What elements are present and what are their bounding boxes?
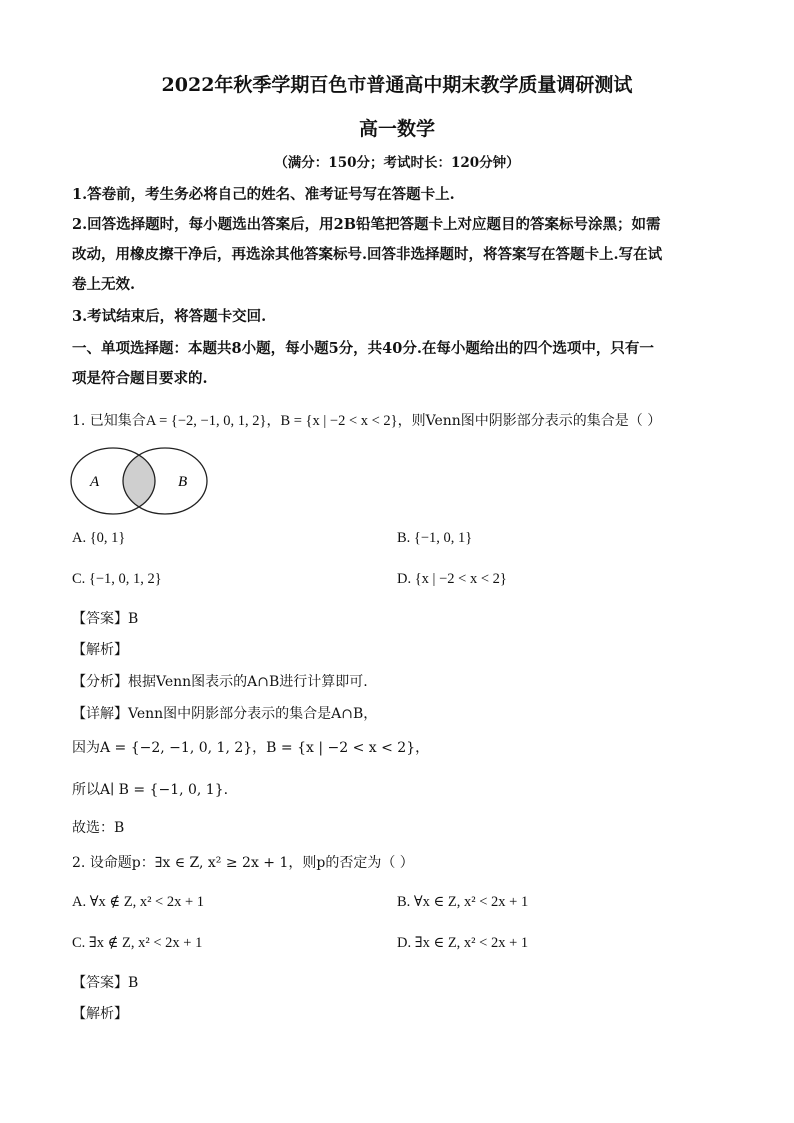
venn-label-a: A xyxy=(90,474,100,490)
q1-choose: 故选：B xyxy=(72,820,125,836)
q2-option-d: D. ∃x ∈ Z, x² < 2x + 1 xyxy=(397,935,529,951)
q1-suffix: ，则Venn图中阴影部分表示的集合是（ ） xyxy=(397,413,662,429)
instruction-2c: 卷上无效. xyxy=(72,276,136,293)
section-heading-line2: 项是符合题目要求的. xyxy=(72,370,208,387)
instruction-1: 1.答卷前，考生务必将自己的姓名、准考证号写在答题卡上. xyxy=(72,186,455,203)
q1-set-a: A = {−2, −1, 0, 1, 2} xyxy=(145,413,267,429)
instruction-3: 3.考试结束后，将答题卡交回. xyxy=(72,308,267,325)
q1-prefix: 1. 已知集合 xyxy=(72,413,146,429)
instruction-2a: 2.回答选择题时，每小题选出答案后，用2B铅笔把答题卡上对应题目的答案标号涂黑；如需 xyxy=(72,216,661,233)
q2-option-c: C. ∃x ∉ Z, x² < 2x + 1 xyxy=(72,935,203,951)
q1-set-b: B = {x | −2 < x < 2} xyxy=(280,413,398,429)
q2-option-a: A. ∀x ∉ Z, x² < 2x + 1 xyxy=(72,894,205,910)
venn-diagram xyxy=(68,445,213,517)
page-subtitle: 高一数学 xyxy=(358,118,435,140)
q1-option-c: C. {−1, 0, 1, 2} xyxy=(72,571,162,587)
q2-option-b: B. ∀x ∈ Z, x² < 2x + 1 xyxy=(397,894,529,910)
section-heading-line1: 一、单项选择题：本题共8小题，每小题5分，共40分.在每小题给出的四个选项中，只有一 xyxy=(72,340,654,357)
q2-stem: 2. 设命题p：∃x ∈ Z, x² ≥ 2x + 1，则p的否定为（ ） xyxy=(72,855,414,871)
q2-analysis-tag: 【解析】 xyxy=(72,1006,128,1022)
q1-fenxi: 【分析】根据Venn图表示的A∩B进行计算即可. xyxy=(72,674,368,690)
exam-meta: （满分：150分；考试时长：120分钟） xyxy=(274,155,520,171)
q1-stem xyxy=(72,410,661,430)
page-title: 2022年秋季学期百色市普通高中期末教学质量调研测试 xyxy=(161,74,633,96)
q1-answer: 【答案】B xyxy=(72,611,139,627)
q2-answer: 【答案】B xyxy=(72,975,139,991)
q1-because: 因为A = {−2, −1, 0, 1, 2}，B = {x | −2 < x < 2}， xyxy=(72,740,430,756)
venn-label-b: B xyxy=(178,474,188,490)
q1-comma: ， xyxy=(266,413,281,429)
q1-so: 所以A∣ B = {−1, 0, 1}. xyxy=(72,782,229,798)
q1-option-d: D. {x | −2 < x < 2} xyxy=(397,571,507,587)
q1-analysis-tag: 【解析】 xyxy=(72,642,128,658)
q1-option-a: A. {0, 1} xyxy=(72,530,126,546)
q1-xiangjie: 【详解】Venn图中阴影部分表示的集合是A∩B， xyxy=(72,706,378,722)
q1-option-b: B. {−1, 0, 1} xyxy=(397,530,473,546)
instruction-2b: 改动，用橡皮擦干净后，再选涂其他答案标号.回答非选择题时，将答案写在答题卡上.写在试 xyxy=(72,246,663,263)
